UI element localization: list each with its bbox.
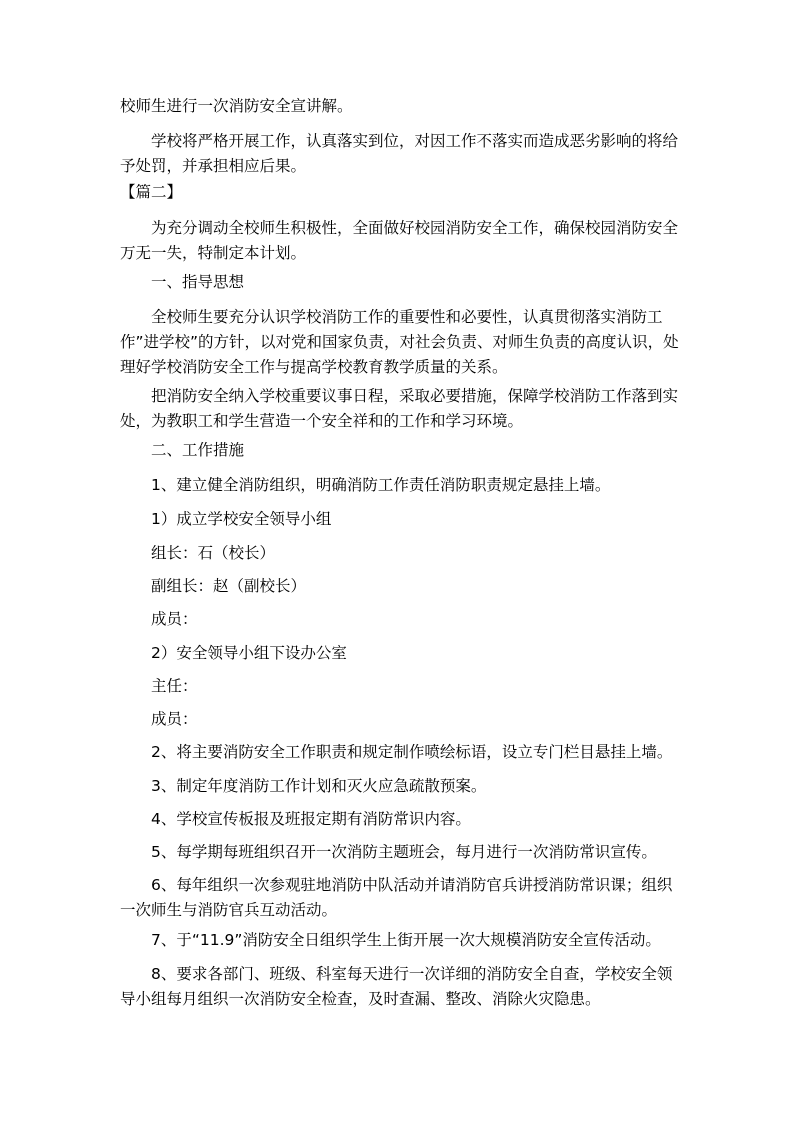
measure-item-3: 3、制定年度消防工作计划和灭火应急疏散预案。 <box>151 777 487 795</box>
measure-item-8: 8、要求各部门、班级、科室每天进行一次详细的消防安全自查，学校安全领导小组每月组织一次消防安全检查，及时查漏、整改、消除火灾隐患。 <box>120 965 673 1008</box>
paragraph-purpose: 为充分调动全校师生积极性，全面做好校园消防安全工作，确保校园消防安全万无一失，特制定本计划。 <box>120 219 679 262</box>
measure-item-5: 5、每学期每班组织召开一次消防主题班会，每月进行一次消防常识宣传。 <box>151 843 657 861</box>
heading-guiding-thought: 一、指导思想 <box>151 273 245 291</box>
group-leader: 组长：石（校长） <box>151 544 276 562</box>
deputy-group-leader: 副组长：赵（副校长） <box>151 577 307 595</box>
sub-item-safety-group: 1）成立学校安全领导小组 <box>151 510 332 528</box>
group-members: 成员： <box>151 610 198 628</box>
measure-item-4: 4、学校宣传板报及班报定期有消防常识内容。 <box>151 810 471 828</box>
paragraph-guiding-thought: 全校师生要充分认识学校消防工作的重要性和必要性，认真贯彻落实消防工作”进学校”的方针，以对党和国家负责，对社会负责、对师生负责的高度认识，处理好学校消防安全工作与提高学校教育教学质量的关系。 <box>120 308 679 376</box>
measure-item-6: 6、每年组织一次参观驻地消防中队活动并请消防官兵讲授消防常识课；组织一次师生与消防官兵互动活动。 <box>120 876 673 919</box>
measure-item-2: 2、将主要消防安全工作职责和规定制作喷绘标语，设立专门栏目悬挂上墙。 <box>151 743 673 761</box>
paragraph-intro-tail: 校师生进行一次消防安全宣讲解。 <box>120 97 353 115</box>
paragraph-enforcement: 学校将严格开展工作，认真落实到位，对因工作不落实而造成恶劣影响的将给予处罚，并承担相应后果。 <box>120 132 679 175</box>
measure-item-1: 1、建立健全消防组织，明确消防工作责任消防职责规定悬挂上墙。 <box>151 476 611 494</box>
section-heading-part-two: 【篇二】 <box>120 183 183 201</box>
office-director: 主任： <box>151 677 198 695</box>
heading-work-measures: 二、工作措施 <box>151 441 245 459</box>
sub-item-office: 2）安全领导小组下设办公室 <box>151 644 347 662</box>
office-members: 成员： <box>151 710 198 728</box>
measure-item-7: 7、于“11.9”消防安全日组织学生上街开展一次大规模消防安全宣传活动。 <box>151 931 661 949</box>
paragraph-agenda: 把消防安全纳入学校重要议事日程，采取必要措施，保障学校消防工作落到实处，为教职工和学生营造一个安全祥和的工作和学习环境。 <box>120 387 679 430</box>
